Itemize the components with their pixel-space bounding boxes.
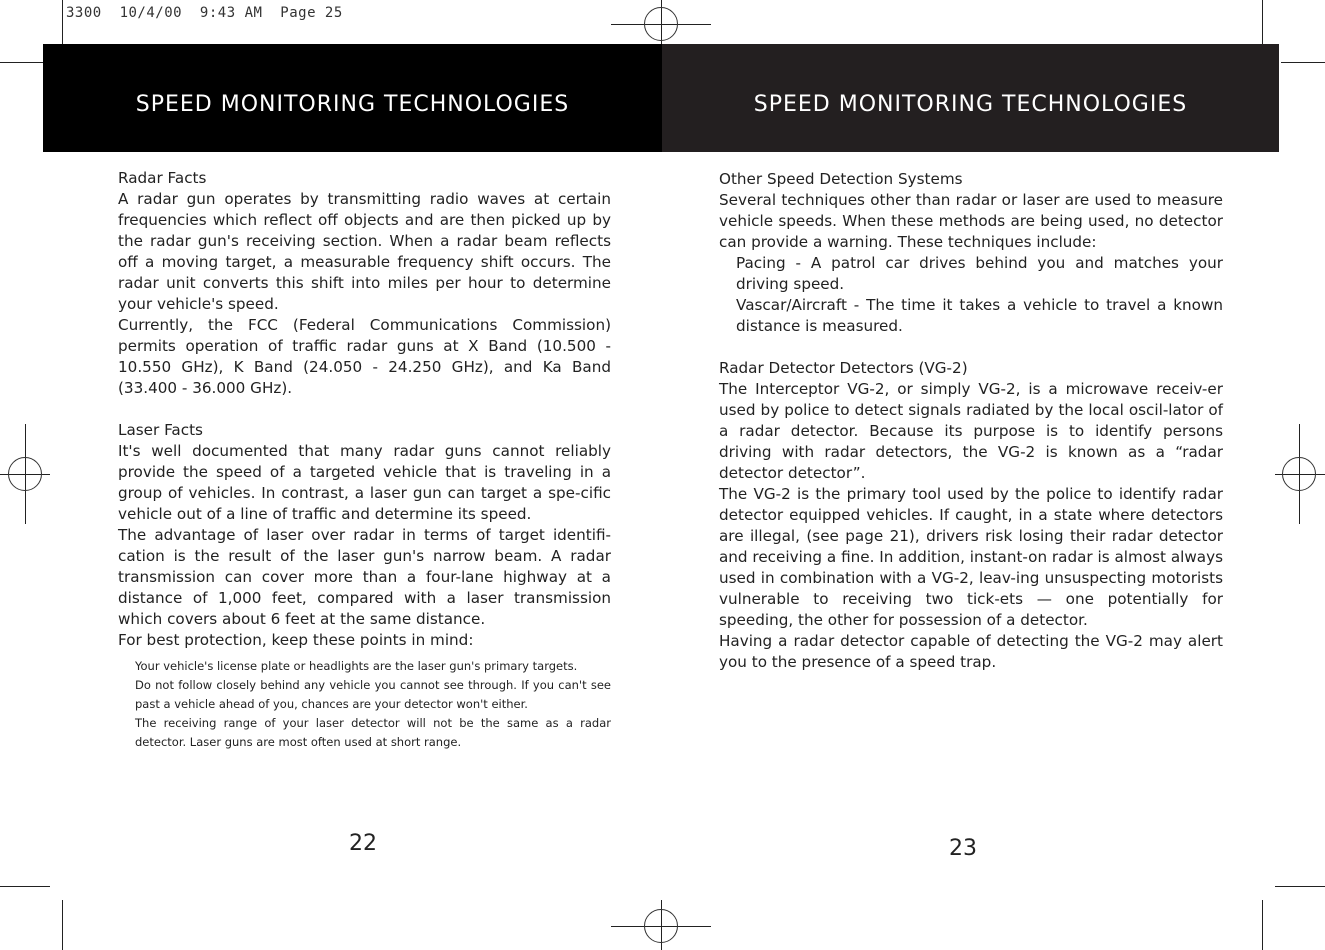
laser-paragraph-3: For best protection, keep these points in mind: — [118, 631, 474, 649]
right-banner-title: SPEED MONITORING TECHNOLOGIES — [753, 91, 1188, 117]
left-page-number: 22 — [349, 831, 377, 856]
vg2-heading: Radar Detector Detectors (VG-2) — [719, 359, 968, 377]
crop-mark — [1262, 0, 1263, 44]
other-systems-point: Pacing - A patrol car drives behind you and matches your driving speed. — [736, 254, 1223, 293]
laser-facts-heading: Laser Facts — [118, 421, 203, 439]
left-page-banner — [43, 44, 662, 152]
crop-mark — [0, 886, 50, 887]
vg2-paragraph-2: The VG-2 is the primary tool used by the police to identify radar detector equipped vehicles. If caught, in a state where detectors are illegal, (see page 21), drivers risk losing their radar detector and receiving a fine. In addition, instant-on radar is almost always used in combination with a VG-2, leav-ing unsuspecting motorists vulnerable to receiving two tick-ets — one potentially for speeding, the other for possession of a detector. — [719, 485, 1223, 629]
crop-mark — [0, 62, 44, 63]
crop-mark — [62, 0, 63, 44]
right-page-number: 23 — [949, 836, 977, 861]
laser-point: The receiving range of your laser detector will not be the same as a radar detector. Laser guns are most often used at short range. — [135, 716, 611, 749]
printer-slug: 3300 10/4/00 9:43 AM Page 25 — [66, 5, 343, 21]
crop-mark — [62, 900, 63, 950]
other-systems-heading: Other Speed Detection Systems — [719, 170, 963, 188]
crop-mark — [1262, 900, 1263, 950]
crop-mark — [1275, 886, 1325, 887]
left-page-body — [118, 168, 611, 752]
laser-point: Your vehicle's license plate or headlights are the laser gun's primary targets. — [135, 659, 578, 673]
laser-paragraph-1: It's well documented that many radar guns cannot reliably provide the speed of a targeted vehicle that is traveling in a group of vehicles. In contrast, a laser gun can target a spe-cific vehicle out of a line of traffic and determine its speed. — [118, 442, 611, 523]
right-page-body — [719, 169, 1223, 673]
right-page-banner — [662, 44, 1279, 152]
left-banner-title: SPEED MONITORING TECHNOLOGIES — [135, 91, 570, 117]
other-systems-paragraph: Several techniques other than radar or laser are used to measure vehicle speeds. When these methods are being used, no detector can provide a warning. These techniques include: — [719, 191, 1223, 251]
vg2-paragraph-1: The Interceptor VG-2, or simply VG-2, is a microwave receiv-er used by police to detect signals radiated by the local oscil-lator of a radar detector. Because its purpose is to identify persons driving with radar detectors, the VG-2 is known as a “radar detector detector”. — [719, 380, 1223, 482]
radar-paragraph-1: A radar gun operates by transmitting radio waves at certain frequencies which reflect off objects and are then picked up by the radar gun's receiving section. When a radar beam reflects off a moving target, a measurable frequency shift occurs. The radar unit converts this shift into miles per hour to determine your vehicle's speed. — [118, 190, 611, 313]
radar-paragraph-2: Currently, the FCC (Federal Communications Commission) permits operation of traffic radar guns at X Band (10.500 - 10.550 GHz), K Band (24.050 - 24.250 GHz), and Ka Band (33.400 - 36.000 GHz). — [118, 316, 611, 397]
vg2-paragraph-3: Having a radar detector capable of detecting the VG-2 may alert you to the presence of a speed trap. — [719, 632, 1223, 671]
other-systems-point: Vascar/Aircraft - The time it takes a vehicle to travel a known distance is measured. — [736, 296, 1223, 335]
crop-mark — [1281, 62, 1325, 63]
laser-point: Do not follow closely behind any vehicle you cannot see through. If you can't see past a vehicle ahead of you, chances are your detector won't either. — [135, 678, 611, 711]
laser-paragraph-2: The advantage of laser over radar in terms of target identifi-cation is the result of the laser gun's narrow beam. A radar transmission can cover more than a four-lane highway at a distance of 1,000 feet, compared with a laser transmission which covers about 6 feet at the same distance. — [118, 526, 611, 628]
radar-facts-heading: Radar Facts — [118, 169, 207, 187]
